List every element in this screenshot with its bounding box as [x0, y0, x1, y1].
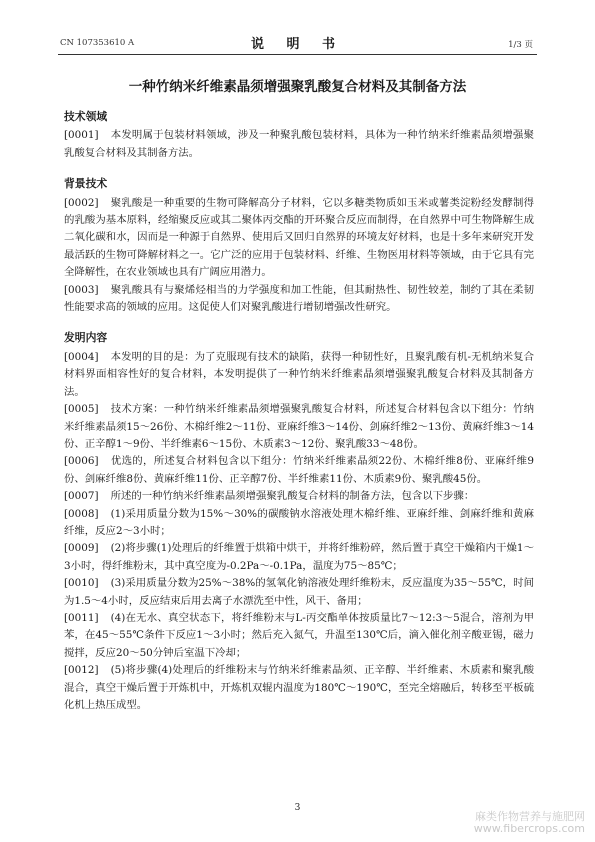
- section-heading-technical-field: 技术领域: [64, 110, 108, 123]
- document-type-heading: 说 明 书: [250, 37, 345, 52]
- page-indicator: 1/3 页: [508, 40, 533, 50]
- paragraph-text: 技术方案：一种竹纳米纤维素晶须增强聚乳酸复合材料，所述复合材料包含以下组分：竹纳米纤维素晶须15～26份、木棉纤维2～11份、亚麻纤维3～14份、剑麻纤维2～13份、黄麻纤维3～14份、正辛醇1～9份、半纤维素6～15份、木质素3～12份、聚乳酸33～48份。: [64, 403, 534, 450]
- paragraph-number: [0010]: [64, 577, 99, 590]
- paragraph-text: 本发明的目的是：为了克服现有技术的缺陷，获得一种韧性好，且聚乳酸有机-无机纳米复合材料界面相容性好的复合材料，本发明提供了一种竹纳米纤维素晶须增强聚乳酸复合材料及其制备方法。: [64, 350, 534, 398]
- watermark-url: www.fibercrops.com: [473, 822, 585, 835]
- paragraph-0011: [64, 610, 534, 662]
- watermark: [474, 811, 585, 835]
- paragraph-text: (4)在无水、真空状态下，将纤维粉末与L-丙交酯单体按质量比7～12:3～5混合，溶剂为甲苯，在45～55℃条件下反应1～3小时；然后充入氮气，升温至130℃后，滴入催化剂辛酸亚锡，磁力搅拌，反应20～50分钟后室温下冷却；: [64, 611, 534, 659]
- paragraph-0006: [64, 453, 534, 488]
- section-heading-summary: 发明内容: [64, 331, 108, 345]
- watermark-site-name: 麻类作物营养与施肥网: [475, 810, 585, 823]
- paragraph-0002: [64, 195, 534, 282]
- paragraph-0007: [64, 488, 534, 505]
- paragraph-0012: [64, 662, 534, 714]
- paragraph-number: [0001]: [64, 129, 99, 142]
- paragraph-text: (1)采用质量分数为15%～30%的碳酸钠水溶液处理木棉纤维、亚麻纤维、剑麻纤维和黄麻纤维，反应2～3小时；: [64, 507, 534, 537]
- paragraph-0004: [64, 349, 534, 401]
- paragraph-0010: [64, 575, 534, 610]
- patent-number: CN 107353610 A: [60, 38, 135, 48]
- document-title: 一种竹纳米纤维素晶须增强聚乳酸复合材料及其制备方法: [128, 79, 467, 95]
- paragraph-number: [0004]: [64, 350, 99, 363]
- paragraph-number: [0006]: [64, 455, 99, 468]
- paragraph-0003: [64, 282, 534, 317]
- paragraph-0001: [64, 127, 534, 162]
- paragraph-number: [0012]: [64, 664, 99, 677]
- paragraph-number: [0008]: [64, 507, 99, 520]
- paragraph-number: [0002]: [64, 196, 99, 209]
- paragraph-text: (2)将步骤(1)处理后的纤维置于烘箱中烘干，并将纤维粉碎，然后置于真空干燥箱内干燥1～3小时，得纤维粉末，其中真空度为-0.2Pa～-0.1Pa，温度为75～85℃；: [64, 542, 534, 572]
- paragraph-text: (3)采用质量分数为25%～38%的氢氧化钠溶液处理纤维粉末，反应温度为35～55℃，时间为1.5～4小时，反应结束后用去离子水漂洗至中性，风干、备用；: [64, 577, 534, 607]
- paragraph-text: 所述的一种竹纳米纤维素晶须增强聚乳酸复合材料的制备方法，包含以下步骤：: [110, 490, 475, 503]
- section-heading-background: 背景技术: [64, 177, 108, 191]
- paragraph-0009: [64, 540, 534, 575]
- paragraph-text: 聚乳酸是一种重要的生物可降解高分子材料，它以多糖类物质如玉米或薯类淀粉经发酵制得的乳酸为基本原料，经缩聚反应或其二聚体丙交酯的开环聚合反应而制得，在自然界中可生物降解生成二氧化碳和水，因而是一种源于自然界、使用后又回归自然界的环境友好材料，也是十多年来研究开发最活跃的生物可降解材料之一。它广泛的应用于包装材料、纤维、生物医用材料等领域，由于它具有完全降解性，在农业领域也具有广阔应用潜力。: [64, 196, 534, 279]
- document-body: [64, 108, 534, 714]
- paragraph-text: (5)将步骤(4)处理后的纤维粉末与竹纳米纤维素晶须、正辛醇、半纤维素、木质素和聚乳酸混合，真空干燥后置于开炼机中，开炼机双辊内温度为180℃～190℃，至完全熔融后，转移至平板硫化机上热压成型。: [64, 664, 534, 711]
- paragraph-text: 本发明属于包装材料领域，涉及一种聚乳酸包装材料，具体为一种竹纳米纤维素晶须增强聚乳酸复合材料及其制备方法。: [64, 129, 534, 159]
- paragraph-text: 聚乳酸具有与聚烯烃相当的力学强度和加工性能，但其耐热性、韧性较差，制约了其在柔韧性能要求高的领域的应用。这促使人们对聚乳酸进行增韧增强改性研究。: [64, 283, 534, 314]
- page-number: 3: [294, 803, 301, 813]
- paragraph-number: [0005]: [64, 403, 99, 416]
- paragraph-number: [0009]: [64, 542, 99, 555]
- paragraph-number: [0011]: [64, 611, 99, 624]
- paragraph-0008: [64, 506, 534, 541]
- paragraph-0005: [64, 401, 534, 453]
- paragraph-number: [0003]: [64, 283, 99, 296]
- paragraph-number: [0007]: [64, 490, 99, 503]
- header-divider: [58, 54, 537, 55]
- paragraph-text: 优选的，所述复合材料包含以下组分：竹纳米纤维素晶须22份、木棉纤维8份、亚麻纤维9份、剑麻纤维8份、黄麻纤维11份、正辛醇7份、半纤维素11份、木质素9份、聚乳酸45份。: [64, 455, 534, 485]
